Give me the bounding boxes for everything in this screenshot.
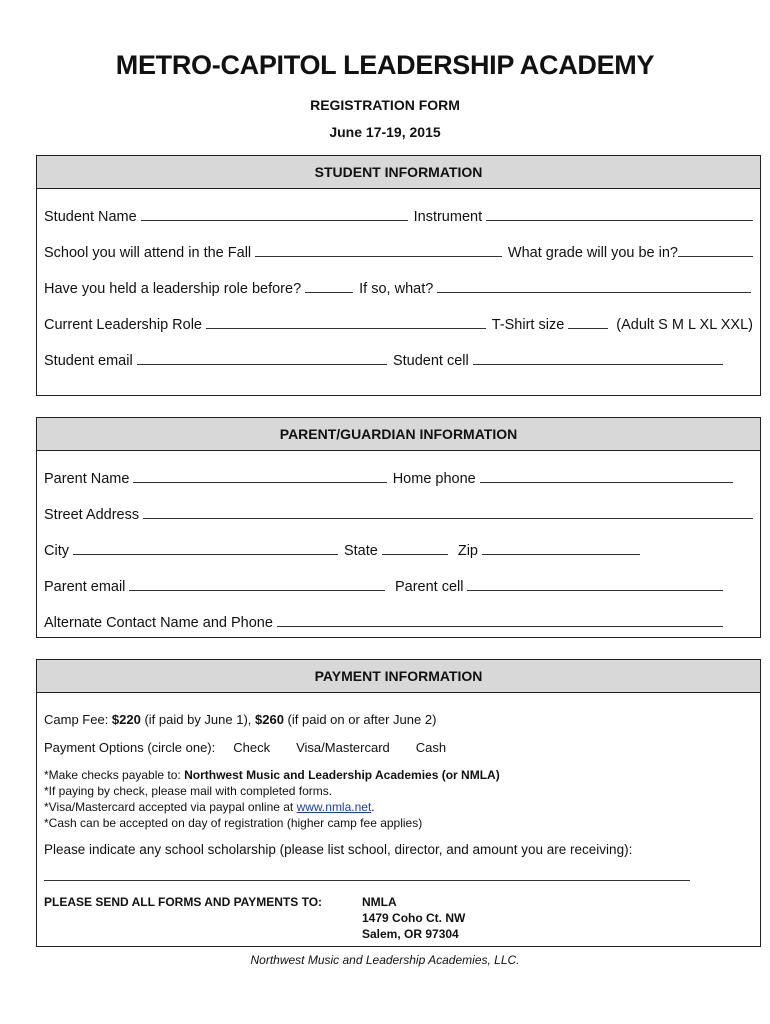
leadership-field[interactable] [305,280,353,293]
parent-cell-label: Parent cell [394,579,464,595]
student-name-label: Student Name [44,209,137,225]
payment-heading: PAYMENT INFORMATION [37,660,760,693]
note-paypal [44,800,375,814]
student-row-2 [44,244,753,261]
fee-late-note: (if paid on or after June 2) [283,712,437,727]
parent-row-1 [44,470,753,487]
student-row-5 [44,352,753,369]
grade-label: What grade will you be in? [507,245,678,261]
footer: Northwest Music and Leadership Academies, LLC. [250,953,520,967]
tshirt-label: T-Shirt size [491,317,565,333]
fee-late: $260 [255,712,284,727]
alternate-contact-label: Alternate Contact Name and Phone [44,615,273,631]
street-label: Street Address [44,507,140,523]
current-role-label: Current Leadership Role [44,317,202,333]
home-phone-label: Home phone [392,471,476,487]
note-checks [44,768,500,782]
zip-field[interactable] [482,542,640,555]
form-subtitle: REGISTRATION FORM [310,97,460,113]
address-line-1: NMLA [362,895,397,909]
state-field[interactable] [382,542,448,555]
nmla-website-link[interactable]: www.nmla.net [296,800,372,814]
student-cell-field[interactable] [473,352,723,365]
parent-email-label: Parent email [44,579,126,595]
parent-row-3 [44,542,753,559]
instrument-label: Instrument [413,209,483,225]
parent-row-4 [44,578,753,595]
city-label: City [44,543,69,559]
street-field[interactable] [143,506,753,519]
alternate-contact-field[interactable] [277,614,723,627]
student-email-field[interactable] [137,352,387,365]
state-label: State [343,543,378,559]
camp-fee [44,712,753,727]
fee-early-note: (if paid by June 1), [140,712,256,727]
parent-email-field[interactable] [129,578,385,591]
note-mail: *If paying by check, please mail with completed forms. [44,784,333,798]
student-row-3 [44,280,753,297]
event-date: June 17-19, 2015 [329,124,441,140]
student-email-label: Student email [44,353,133,369]
address-line-3: Salem, OR 97304 [362,927,459,941]
note-checks-prefix: *Make checks payable to: [44,768,185,782]
payment-section [36,659,761,947]
parent-heading: PARENT/GUARDIAN INFORMATION [37,418,760,451]
payment-options [44,740,753,755]
parent-name-field[interactable] [133,470,386,483]
student-section [36,155,761,396]
payment-options-label: Payment Options (circle one): [44,740,216,755]
if-so-field[interactable] [437,280,751,293]
fee-early: $220 [111,712,141,727]
parent-name-label: Parent Name [44,471,130,487]
parent-row-5 [44,614,753,631]
note-cash: *Cash can be accepted on day of registration (higher camp fee applies) [44,816,423,830]
current-role-field[interactable] [206,316,486,329]
option-check[interactable]: Check [233,740,271,755]
tshirt-field[interactable] [568,316,608,329]
scholarship-field[interactable] [44,880,690,881]
student-heading: STUDENT INFORMATION [37,156,760,189]
form-title: METRO-CAPITOL LEADERSHIP ACADEMY [115,50,655,80]
send-label: PLEASE SEND ALL FORMS AND PAYMENTS TO: [44,895,323,909]
student-cell-label: Student cell [392,353,469,369]
student-row-1 [44,208,753,225]
instrument-field[interactable] [486,208,753,221]
zip-label: Zip [457,543,478,559]
note-paypal-suffix: . [371,800,375,814]
student-name-field[interactable] [141,208,408,221]
option-cash[interactable]: Cash [415,740,447,755]
note-paypal-prefix: *Visa/Mastercard accepted via paypal online at [44,800,297,814]
parent-cell-field[interactable] [467,578,723,591]
school-field[interactable] [255,244,502,257]
if-so-label: If so, what? [359,281,434,297]
address-line-2: 1479 Coho Ct. NW [362,911,466,925]
home-phone-field[interactable] [480,470,733,483]
fee-prefix: Camp Fee: [44,712,112,727]
parent-section [36,417,761,638]
scholarship-label: Please indicate any school scholarship (please list school, director, and amount you are receiving): [44,842,633,857]
note-checks-payee: Northwest Music and Leadership Academies (or NMLA) [184,768,500,782]
option-visa-mastercard[interactable]: Visa/Mastercard [296,740,390,755]
tshirt-sizes: (Adult S M L XL XXL) [616,317,753,333]
city-field[interactable] [73,542,338,555]
student-row-4 [44,316,753,333]
grade-field[interactable] [678,244,753,257]
leadership-label: Have you held a leadership role before? [44,281,302,297]
school-label: School you will attend in the Fall [44,245,252,261]
parent-row-2 [44,506,753,523]
